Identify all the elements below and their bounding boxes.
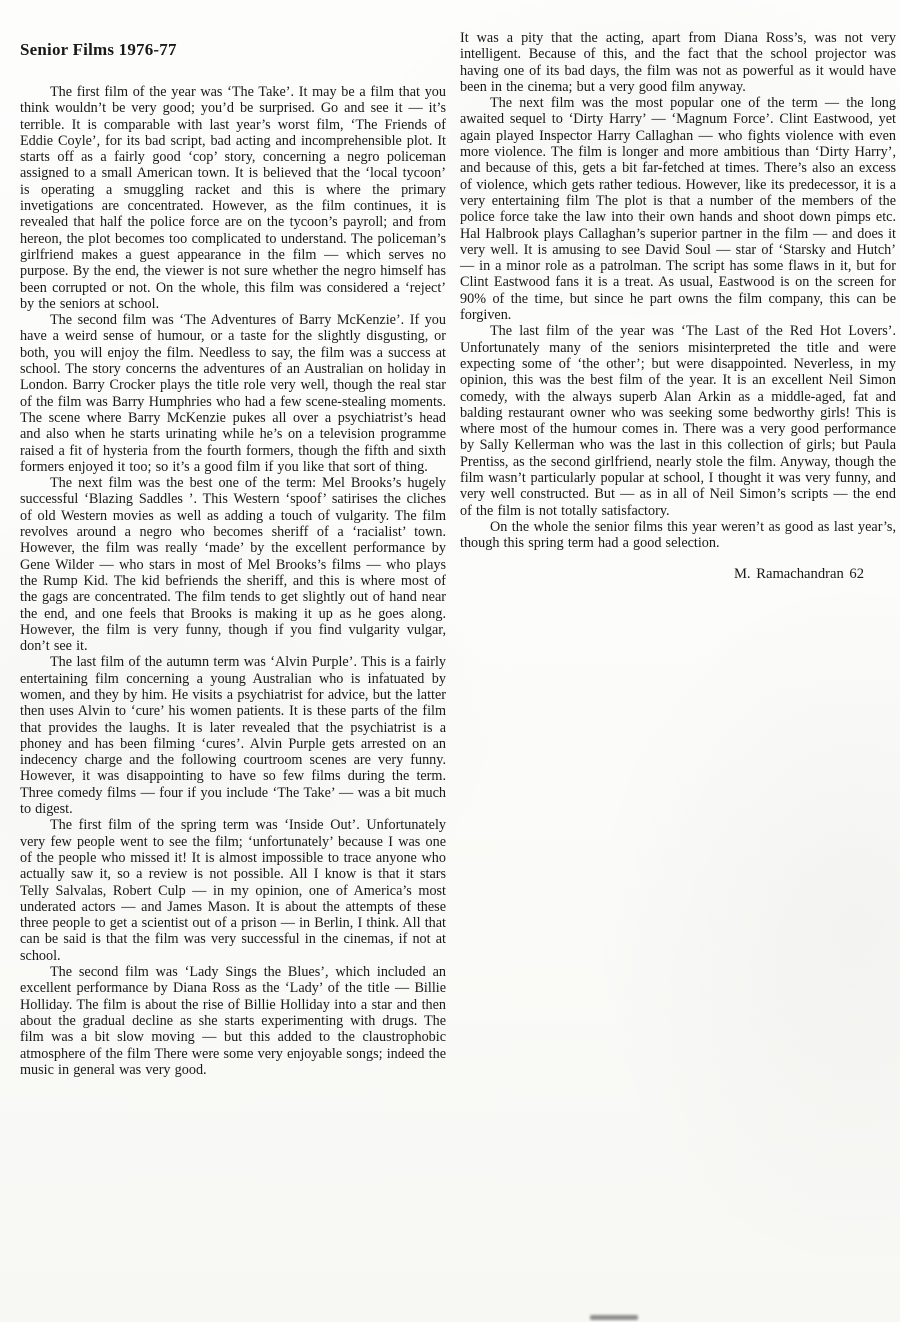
paragraph-inside-out: The first film of the spring term was ‘Inside Out’. Unfortunately very few people went to see the film; ‘unfortunately’ because I was one of the people who missed it! It is almost impossible to trace anyone who actually saw it, so a review is not possible. All I know is that it stars Telly Salvalas, Robert Culp — in my opinion, one of America’s most underated actors — and James Mason. It is about the attempts of these three people to get a scientist out of a prison — in Berlin, I think. All that can be said is that the film was very successful in the cinemas, if not at school. [20, 817, 446, 964]
paragraph-conclusion: On the whole the senior films this year weren’t as good as last year’s, though this spring term had a good selection. [460, 518, 896, 552]
paragraph-lady-sings-continuation: It was a pity that the acting, apart from Diana Ross’s, was not very intelligent. Because of this, and the fact that the school projector was having one of its bad days, the film was not as powerful as it would have been in the cinema; but a very good film anyway. [460, 30, 896, 95]
paragraph-red-hot-lovers: The last film of the year was ‘The Last of the Red Hot Lovers’. Unfortunately many of the seniors misinterpreted the title and were expecting some of ‘the other’; but were disappointed. Neverless, in my opinion, this was the best film of the year. It is an excellent Neil Simon comedy, with the always superb Alan Arkin as a middle-aged, fat and balding restaurant owner who was seeking some bedworthy girls! This is where most of the humour comes in. There was a very good performance by Sally Kellerman who was the last in this collection of girls; but Paula Prentiss, as the second girlfriend, nearly stole the film. Anyway, though the film wasn’t particularly popular at school, I thought it was very funny, and very well constructed. But — as in all of Neil Simon’s scripts — the end of the film is not totally satisfactory. [460, 323, 896, 519]
article-title: Senior Films 1976-77 [20, 40, 177, 59]
paragraph-the-take: The first film of the year was ‘The Take’. It may be a film that you think wouldn’t be very good; you’d be surprised. Go and see it — it’s terrible. It is comparable with last year’s worst film, ‘The Friends of Eddie Coyle’, for its bad script, bad acting and incomprehensible plot. It starts off as a fairly good ‘cop’ story, concerning a negro policeman assigned to a small American town. It is believed that the ‘local tycoon’ is operating a smuggling racket and this is where the primary invetigations are concentrated. However, as the film continues, it is revealed that half the police force are on the tycoon’s payroll; and from hereon, the plot becomes too complicated to understand. The policeman’s girlfriend makes a guest appearance in the film — which serves no purpose. By the end, the viewer is not sure whether the negro himself has been corrupted or not. On the whole, this film was considered a ‘reject’ by the seniors at school. [20, 84, 446, 312]
page-number-mark [590, 1315, 638, 1320]
paragraph-alvin-purple: The last film of the autumn term was ‘Alvin Purple’. This is a fairly entertaining film concerning a young Australian who is infatuated by women, and they by him. He visits a psychiatrist for advice, but the latter then uses Alvin to ‘cure’ his women patients. It is these parts of the film that provides the laughs. It is later revealed that the psychiatrist is a phoney and has been filming ‘cures’. Alvin Purple gets arrested on an indecency charge and the following courtroom scenes are very funny. However, it was disappointing to have so few films during the term. Three comedy films — four if you include ‘The Take’ — was a bit much to digest. [20, 654, 446, 818]
paragraph-lady-sings-the-blues: The second film was ‘Lady Sings the Blues’, which included an excellent performance by Diana Ross as the ‘Lady’ of the title — Billie Holliday. The film is about the rise of Billie Holliday into a star and then about the gradual decline as she starts experimenting with drugs. The film was a bit slow moving — but this added to the claustrophobic atmosphere of the film There were some very enjoyable songs; indeed the music in general was very good. [20, 964, 446, 1078]
left-column [20, 40, 446, 1078]
paragraph-barry-mckenzie: The second film was ‘The Adventures of Barry McKenzie’. If you have a weird sense of humour, or a taste for the slightly disgusting, or both, you will enjoy the film. Needless to say, the film was a success at school. The story concerns the adventures of an Australian on holiday in London. Barry Crocker plays the title role very well, though the real star of the film was Barry Humphries who had a few scene-stealing moments. The scene where Barry McKenzie pukes all over a psychiatrist’s head and also when he starts urinating while he’s on a television programme raised a fit of hysteria from the fourth formers, though the fifth and sixth formers enjoyed it too; so it’s a good film if you like that sort of thing. [20, 312, 446, 475]
paragraph-magnum-force: The next film was the most popular one of the term — the long awaited sequel to ‘Dirty Harry’ — ‘Magnum Force’. Clint Eastwood, yet again played Inspector Harry Callaghan — who fights violence with even more violence. The film is longer and more ambitious than ‘Dirty Harry’, and because of this, gets a bit far-fetched at times. There’s also an excess of violence, which gets rather tedious. However, like its predecessor, it is a very entertaining film The plot is that a number of the members of the police force take the law into their own hands and shoot down pimps etc. Hal Halbrook plays Callaghan’s superior partner in the film — and does it very well. It is amusing to see David Soul — star of ‘Starsky and Hutch’ — in a minor role as a patrolman. The script has some flaws in it, but for Clint Eastwood fans it is a treat. As usual, Eastwood is on the screen for 90% of the time, but since he part owns the film company, this can be forgiven. [460, 95, 896, 324]
right-column [460, 30, 896, 582]
author-signature: M. Ramachandran 62 [733, 565, 864, 582]
paragraph-blazing-saddles: The next film was the best one of the term: Mel Brooks’s hugely successful ‘Blazing Saddles ’. This Western ‘spoof’ satirises the cliches of old Western movies as well as adding a touch of vulgarity. The film revolves around a negro who becomes sheriff of a ‘racialist’ town. However, the film was really ‘made’ by the excellent performance by Gene Wilder — who stars in most of Mel Brooks’s films — who plays the Rump Kid. The kid befriends the sheriff, and this is where most of the gags are concentrated. The film tends to get slightly out of hand near the end, and one feels that Brooks is making it up as he goes along. However, the film is very funny, though if you find vulgarity vulgar, don’t see it. [20, 475, 446, 655]
